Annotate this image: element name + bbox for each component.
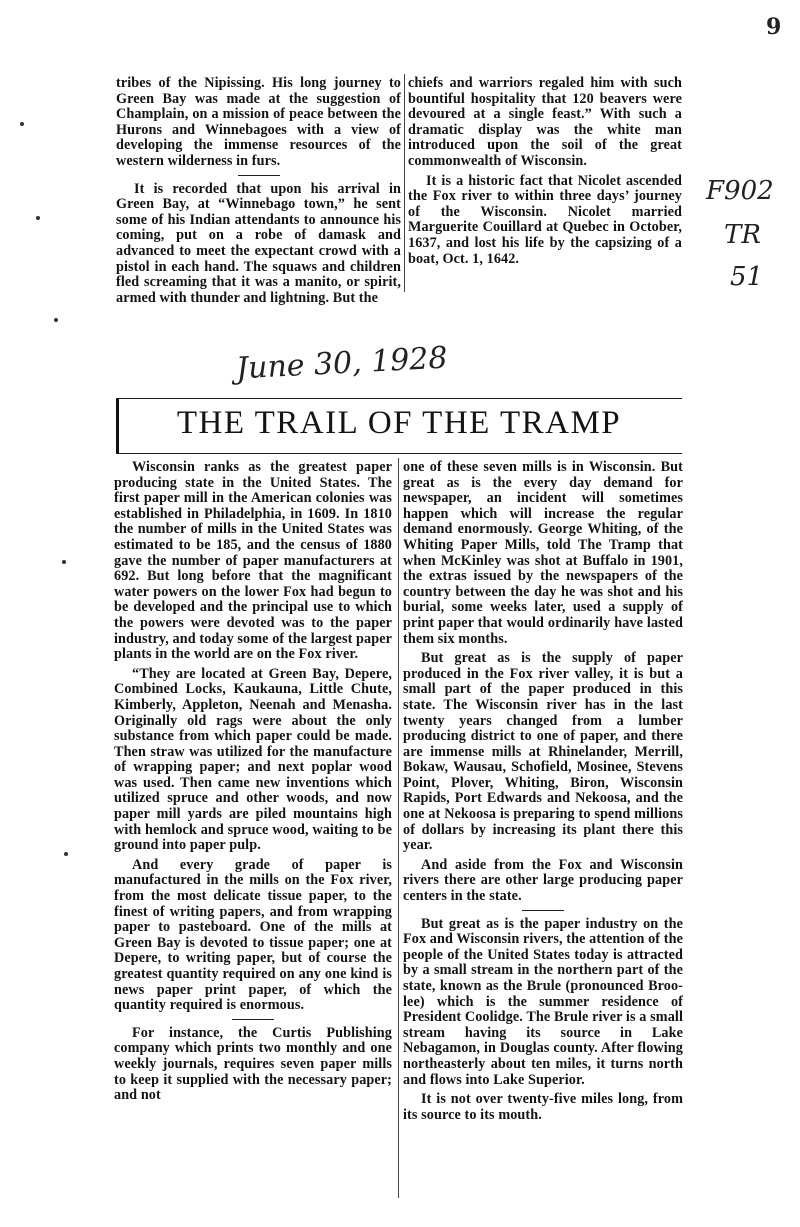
paragraph: But great as is the paper industry on the Fox and Wisconsin rivers, the attention of the people of the United States today is attracted by a small stream in the northern part of the state, known as the Brule (pronounced Broo-lee) which is the summer residence of President Coolidge. The Brule river is a small stream having its source in Lake Nebagamon, in Douglas county. After flowing northeasterly about ten miles, it turns north and flows into Lake Superior. bbox=[403, 915, 683, 1088]
paragraph: But great as is the supply of paper produced in the Fox river valley, it is but a small part of the paper produced in this state. The Wisconsin river has in the last twenty years changed from a lumber producing district to one of paper, and there are immense mills at Rhinelander, Merrill, Bokaw, Wausau, Schofield, Mosinee, Stevens Point, Plover, Whiting, Biron, Wisconsin Rapids, Port Edwards and Nekoosa, and the one at Nekoosa is preparing to spend millions of dollars by increasing its plant there this year. bbox=[403, 650, 683, 854]
paragraph: “They are located at Green Bay, Depere, Combined Locks, Kaukauna, Little Chute, Kimberly, Appleton, Neenah and Menasha. Originally old rags were about the only substance from which paper could be made. Then straw was utilized for the manufacture of wrapping paper; and next poplar wood was used. Then came new inventions which utilized spruce and other woods, and now paper mill yards are piled mountains high with hemlock and spruce wood, waiting to be ground into paper pulp. bbox=[114, 665, 392, 854]
title-box bbox=[116, 398, 682, 454]
margin-note-2: TR bbox=[724, 220, 761, 250]
margin-note-3: 51 bbox=[730, 262, 764, 292]
paragraph: And every grade of paper is manufactured in the mills on the Fox river, from the most delicate tissue paper, to the finest of writing papers, and from wrapping paper to pasteboard. One of the mills at Green Bay is devoted to tissue paper; one at Depere, to writing paper, but of course the greatest quantity required on any one kind is news paper print paper, of which the quantity required is enormous. bbox=[114, 856, 392, 1014]
divider bbox=[238, 175, 280, 176]
margin-mark bbox=[62, 560, 66, 564]
paragraph: It is not over twenty-five miles long, from its source to its mouth. bbox=[403, 1091, 683, 1123]
margin-mark bbox=[64, 852, 68, 856]
top-right-column bbox=[408, 76, 682, 271]
bottom-right-column bbox=[403, 460, 683, 1127]
paragraph: It is recorded that upon his arrival in Green Bay, at “Winnebago town,” he sent some of his Indian attendants to announce his coming, put on a robe of damask and advanced to meet the expectant crowd with a pistol in each hand. The squaws and children fled screaming that it was a manito, or spirit, armed with thunder and lightning. But the bbox=[116, 180, 401, 306]
divider bbox=[232, 1019, 274, 1020]
column-rule bbox=[404, 74, 405, 292]
top-left-column bbox=[116, 76, 401, 310]
margin-mark bbox=[20, 122, 24, 126]
paragraph: tribes of the Nipissing. His long journey to Green Bay was made at the suggestion of Champlain, on a mission of peace between the Hurons and Winnebagoes with a view of developing the immense resources of the western wilderness in furs. bbox=[116, 75, 401, 169]
margin-mark bbox=[36, 216, 40, 220]
article-title: THE TRAIL OF THE TRAMP bbox=[176, 405, 622, 441]
divider bbox=[522, 910, 564, 911]
bottom-left-column bbox=[114, 460, 392, 1108]
margin-mark bbox=[54, 318, 58, 322]
paragraph: It is a historic fact that Nicolet ascended the Fox river to within three days’ journey of the Wisconsin. Nicolet married Marguerite Couillard at Quebec in October, 1637, and lost his life by the capsizing of a boat, Oct. 1, 1642. bbox=[408, 172, 682, 267]
paragraph: chiefs and warriors regaled him with such bountiful hospitality that 120 beavers were devoured at a single feast.” With such a dramatic display was the white man introduced upon the soil of the great commonwealth of Wisconsin. bbox=[408, 75, 682, 169]
handwritten-date: June 30, 1928 bbox=[235, 340, 449, 387]
paragraph: And aside from the Fox and Wisconsin rivers there are other large producing paper centers in the state. bbox=[403, 856, 683, 905]
margin-note-1: F902 bbox=[706, 176, 774, 206]
paragraph: Wisconsin ranks as the greatest paper producing state in the United States. The first paper mill in the American colonies was established in Philadelphia, in 1609. In 1810 the number of mills in the United States was estimated to be 185, and the census of 1880 gave the number of paper manufacturers at 692. But long before that the magnificant water powers on the lower Fox had begun to be developed and the principal use to which the powers were devoted was to the paper industry, and today some of the largest paper plants in the world are on the Fox river. bbox=[114, 459, 393, 663]
page-number: 9 bbox=[766, 14, 782, 40]
paragraph: For instance, the Curtis Publishing company which prints two monthly and one weekly journals, requires seven paper mills to keep it supplied with the necessary paper; and not bbox=[114, 1024, 392, 1104]
column-rule bbox=[398, 458, 399, 1198]
paragraph: one of these seven mills is in Wisconsin. But great as is the every day demand for newspaper, an incident will sometimes happen which will increase the regular demand enormously. George Whiting, of the Whiting Paper Mills, told The Tramp that when McKinley was shot at Buffalo in 1901, the extras issued by the newspapers of the country between the day he was shot and his burial, some weeks later, used a supply of print paper that would ordinarily have lasted them six months. bbox=[403, 459, 683, 647]
